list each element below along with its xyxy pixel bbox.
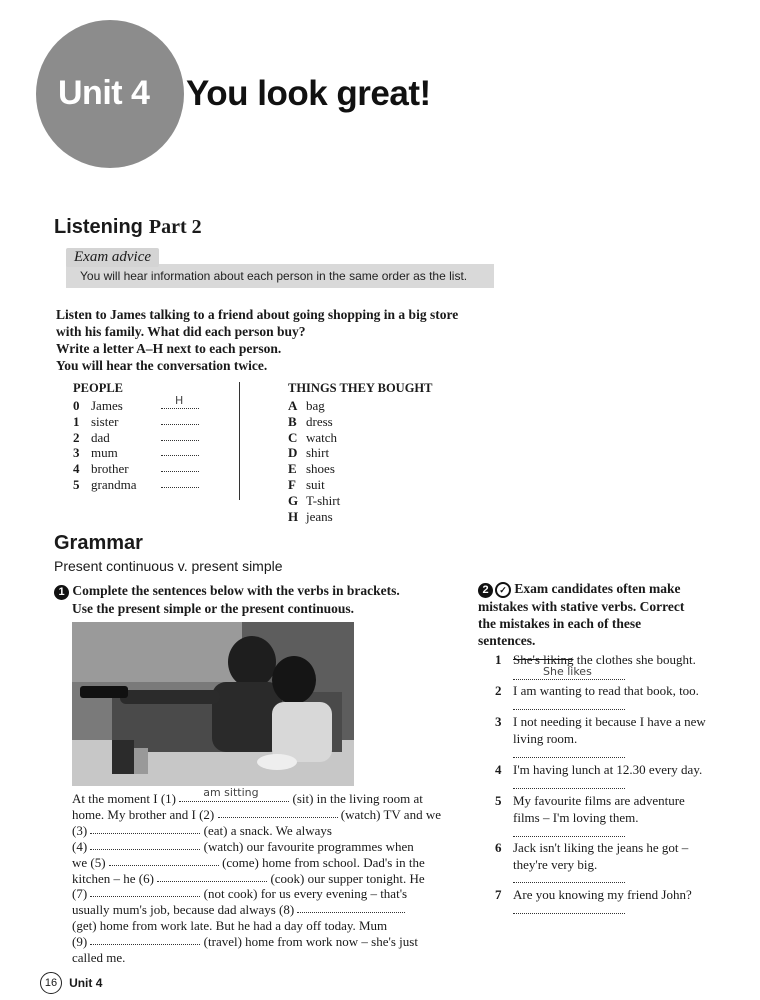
gap-blank[interactable]	[109, 855, 219, 866]
exam-tip-icon: ✓	[495, 582, 511, 598]
exercise-1-instructions	[54, 582, 454, 617]
item-number: 6	[495, 840, 502, 855]
exam-advice-box: You will hear information about each person in the same order as the list.	[66, 264, 494, 288]
gapfill-text: (9)	[72, 934, 88, 950]
gapfill-text: (not cook) for us every evening – that's	[203, 886, 408, 902]
gapfill-text: (travel) home from work now – she's just	[203, 934, 418, 950]
listening-instructions	[56, 306, 506, 374]
exercise-number-badge: 1	[54, 585, 69, 600]
answer-line[interactable]	[513, 835, 625, 837]
gapfill-text: (3)	[72, 822, 88, 838]
thing-letter: H	[288, 508, 299, 524]
thing-row	[288, 509, 340, 525]
instruction-line: mistakes with stative verbs. Correct	[478, 599, 685, 614]
instruction-line: Write a letter A–H next to each person.	[56, 341, 282, 356]
item-sentence: the clothes she bought.	[576, 652, 696, 667]
instruction-line: Exam candidates often make	[514, 581, 681, 596]
thing-item: shoes	[306, 461, 335, 477]
people-row	[73, 445, 199, 461]
listening-heading	[54, 216, 202, 239]
gapfill-text: home. My brother and I (2)	[72, 806, 215, 822]
exercise-number-badge: 2	[478, 583, 493, 598]
gapfill-text: (7)	[72, 886, 88, 902]
people-list	[73, 394, 199, 493]
thing-item: watch	[306, 429, 338, 445]
answer-blank[interactable]	[161, 430, 199, 441]
gapfill-text: (get) home from work late. But he had a day off today. Mum	[72, 918, 388, 934]
thing-row	[288, 477, 340, 493]
gap-blank[interactable]	[218, 807, 338, 818]
grammar-heading: Grammar	[54, 532, 143, 554]
thing-row	[288, 398, 340, 414]
people-name: mum	[91, 445, 118, 461]
thing-row	[288, 445, 340, 461]
people-name: sister	[91, 413, 119, 429]
listening-part: Part 2	[148, 216, 202, 238]
thing-item: jeans	[306, 508, 333, 524]
item-sentence: Are you knowing my friend John?	[513, 887, 692, 902]
gap-blank[interactable]	[90, 934, 200, 945]
people-number: 2	[73, 429, 80, 445]
answer-blank[interactable]	[161, 477, 199, 488]
gapfill-text: we (5)	[72, 854, 106, 870]
photo-illustration	[72, 622, 354, 786]
struck-text: She's liking	[513, 652, 574, 667]
item-text	[513, 652, 696, 668]
thing-letter: F	[288, 476, 296, 492]
gapfill-text: (4)	[72, 838, 88, 854]
thing-letter: D	[288, 445, 298, 461]
thing-item: T-shirt	[306, 492, 341, 508]
gap-blank[interactable]	[179, 786, 289, 802]
column-divider	[239, 382, 240, 500]
things-list	[288, 398, 340, 524]
thing-letter: G	[288, 492, 299, 508]
page-number: 16	[40, 972, 62, 994]
people-name: dad	[91, 429, 110, 445]
gapfill-text: (watch) TV and we	[340, 806, 441, 822]
people-number: 4	[73, 461, 80, 477]
people-row	[73, 461, 199, 477]
thing-row	[288, 461, 340, 477]
people-row	[73, 414, 199, 430]
answer-line[interactable]	[513, 881, 625, 883]
thing-row	[288, 414, 340, 430]
item-sentence: Jack isn't liking the jeans he got –	[513, 840, 689, 855]
thing-letter: C	[288, 429, 298, 445]
item-sentence: I not needing it because I have a new	[513, 714, 706, 729]
answer-line[interactable]	[513, 756, 625, 758]
item-sentence: films – I'm loving them.	[513, 810, 639, 825]
gapfill-paragraph	[72, 786, 462, 966]
things-heading: THINGS THEY BOUGHT	[288, 381, 433, 395]
page-title: You look great!	[186, 74, 431, 113]
people-row	[73, 394, 199, 414]
instruction-line: Listen to James talking to a friend about going shopping in a big store	[56, 307, 459, 322]
handwritten-answer: She likes	[543, 665, 592, 678]
answer-line[interactable]	[513, 912, 625, 914]
item-number: 4	[495, 762, 502, 777]
thing-item: dress	[306, 413, 333, 429]
exercise-2-instructions	[478, 580, 738, 649]
item-sentence: My favourite films are adventure	[513, 793, 685, 808]
instruction-line: Use the present simple or the present continuous.	[72, 601, 355, 616]
people-number: 5	[73, 476, 80, 492]
item-number: 3	[495, 714, 502, 729]
answer-line[interactable]	[513, 787, 625, 789]
people-number: 0	[73, 398, 80, 413]
gapfill-text: called me.	[72, 950, 126, 966]
instruction-line: Complete the sentences below with the verbs in brackets.	[72, 583, 400, 598]
handwritten-answer: H	[175, 394, 184, 407]
gapfill-text: (come) home from school. Dad's in the	[222, 854, 425, 870]
gapfill-text: usually mum's job, because dad always (8)	[72, 902, 295, 918]
answer-blank[interactable]	[161, 461, 199, 472]
item-sentence: living room.	[513, 731, 578, 746]
exam-advice-label: Exam advice	[66, 248, 159, 267]
gap-blank[interactable]	[90, 823, 200, 834]
gapfill-text: (cook) our supper tonight. He	[270, 870, 425, 886]
item-number: 7	[495, 887, 502, 902]
item-sentence: I am wanting to read that book, too.	[513, 683, 699, 698]
answer-blank[interactable]	[161, 414, 199, 425]
grammar-subheading: Present continuous v. present simple	[54, 558, 283, 574]
photo-teens-watching-tv	[72, 622, 354, 786]
instruction-line: the mistakes in each of these	[478, 616, 642, 631]
gap-blank[interactable]	[90, 886, 200, 897]
gapfill-text: At the moment I (1)	[72, 791, 176, 806]
item-number: 5	[495, 793, 502, 808]
item-sentence: I'm having lunch at 12.30 every day.	[513, 762, 703, 777]
people-name: James	[91, 398, 123, 413]
gapfill-text: kitchen – he (6)	[72, 870, 154, 886]
people-number: 1	[73, 413, 80, 429]
gapfill-text: (watch) our favourite programmes when	[203, 838, 414, 854]
answer-blank[interactable]	[161, 445, 199, 456]
item-number: 2	[495, 683, 502, 698]
gapfill-text: (sit) in the living room at	[292, 791, 423, 806]
thing-letter: A	[288, 398, 298, 413]
people-row	[73, 477, 199, 493]
instruction-line: sentences.	[478, 633, 536, 648]
people-heading: PEOPLE	[73, 381, 124, 395]
instruction-line: You will hear the conversation twice.	[56, 358, 268, 373]
thing-item: suit	[306, 476, 325, 492]
item-sentence: they're very big.	[513, 857, 598, 872]
unit-label: Unit 4	[58, 74, 150, 112]
instruction-line: with his family. What did each person buy?	[56, 324, 306, 339]
thing-row	[288, 493, 340, 509]
thing-row	[288, 430, 340, 446]
gap-blank[interactable]	[90, 839, 200, 850]
thing-item: bag	[306, 398, 325, 413]
listening-title: Listening	[54, 216, 143, 238]
gap-blank[interactable]	[157, 871, 267, 882]
people-name: brother	[91, 461, 129, 477]
people-row	[73, 430, 199, 446]
answer-blank[interactable]	[161, 394, 199, 409]
footer-unit-label: Unit 4	[69, 976, 103, 990]
gap-blank[interactable]	[297, 902, 405, 913]
people-number: 3	[73, 445, 80, 461]
thing-letter: B	[288, 413, 297, 429]
thing-item: shirt	[306, 445, 330, 461]
thing-letter: E	[288, 461, 297, 477]
people-name: grandma	[91, 476, 137, 492]
page-footer	[40, 972, 102, 994]
gapfill-text: (eat) a snack. We always	[203, 822, 332, 838]
item-number: 1	[495, 652, 502, 667]
handwritten-answer: am sitting	[203, 786, 259, 799]
answer-line[interactable]	[513, 678, 625, 680]
answer-line[interactable]	[513, 708, 625, 710]
